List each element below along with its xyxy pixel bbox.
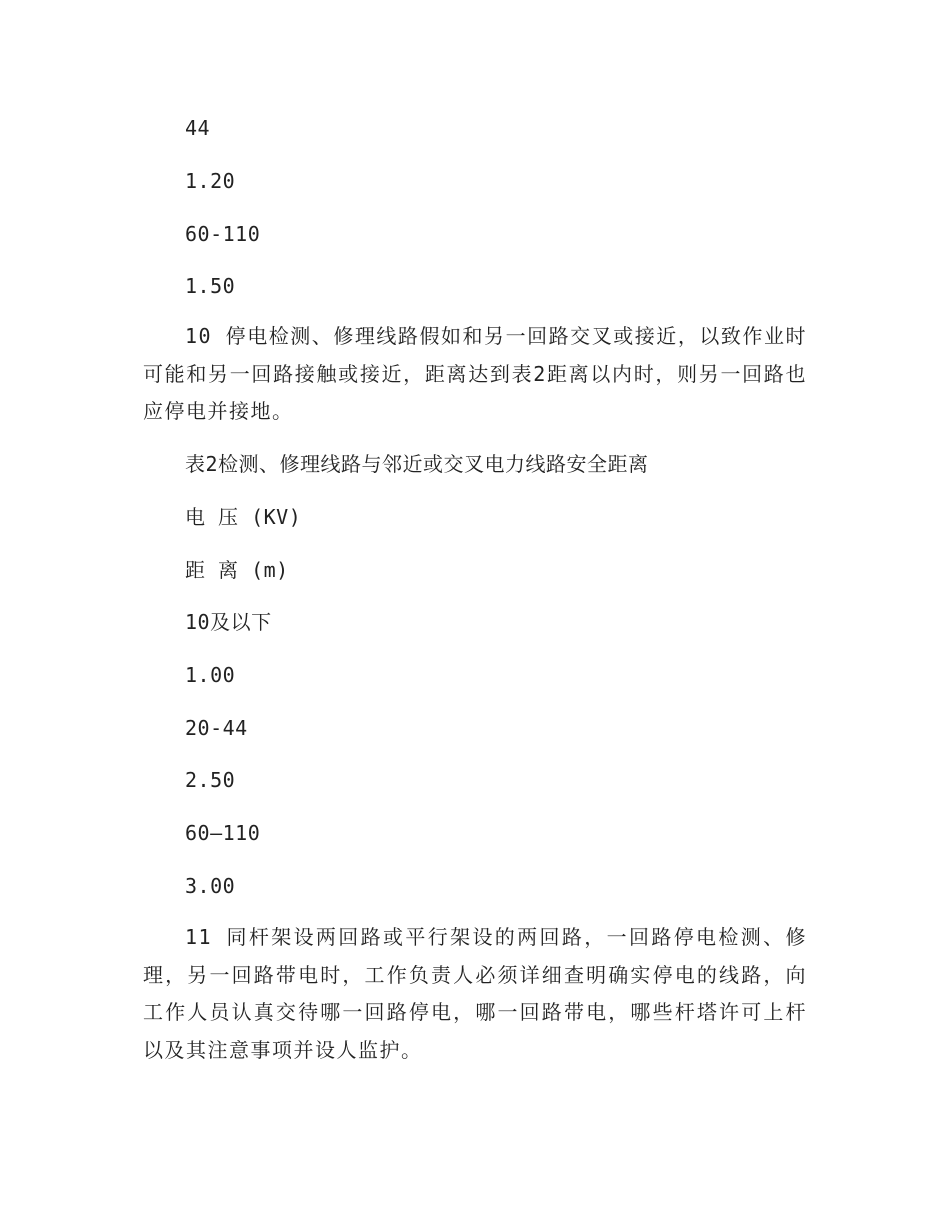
- table1-voltage-60-110: 60-110: [185, 222, 261, 246]
- table1-distance-1-50: 1.50: [185, 274, 236, 298]
- table2-row3-voltage: 60—110: [185, 821, 261, 845]
- table2-row3-distance: 3.00: [185, 874, 236, 898]
- table2-row2-distance: 2.50: [185, 768, 236, 792]
- table2-title: 表2检测、修理线路与邻近或交叉电力线路安全距离: [185, 452, 649, 476]
- table1-distance-1-20: 1.20: [185, 169, 236, 193]
- table2-header-distance: 距 离 (m): [185, 558, 289, 582]
- table2-header-voltage: 电 压 (KV): [185, 505, 302, 529]
- table2-row1-voltage: 10及以下: [185, 610, 272, 634]
- table1-voltage-44: 44: [185, 116, 211, 140]
- table2-row2-voltage: 20-44: [185, 716, 248, 740]
- clause-10-paragraph: 10 停电检测、修理线路假如和另一回路交叉或接近，以致作业时可能和另一回路接触或接近，距离达到表2距离以内时，则另一回路也应停电并接地。: [143, 324, 807, 423]
- table2-row1-distance: 1.00: [185, 663, 236, 687]
- clause-11-paragraph: 11 同杆架设两回路或平行架设的两回路，一回路停电检测、修理，另一回路带电时，工作负责人必须详细查明确实停电的线路，向工作人员认真交待哪一回路停电，哪一回路带电，哪些杆塔许可上杆以及其注意事项并设人监护。: [143, 925, 807, 1062]
